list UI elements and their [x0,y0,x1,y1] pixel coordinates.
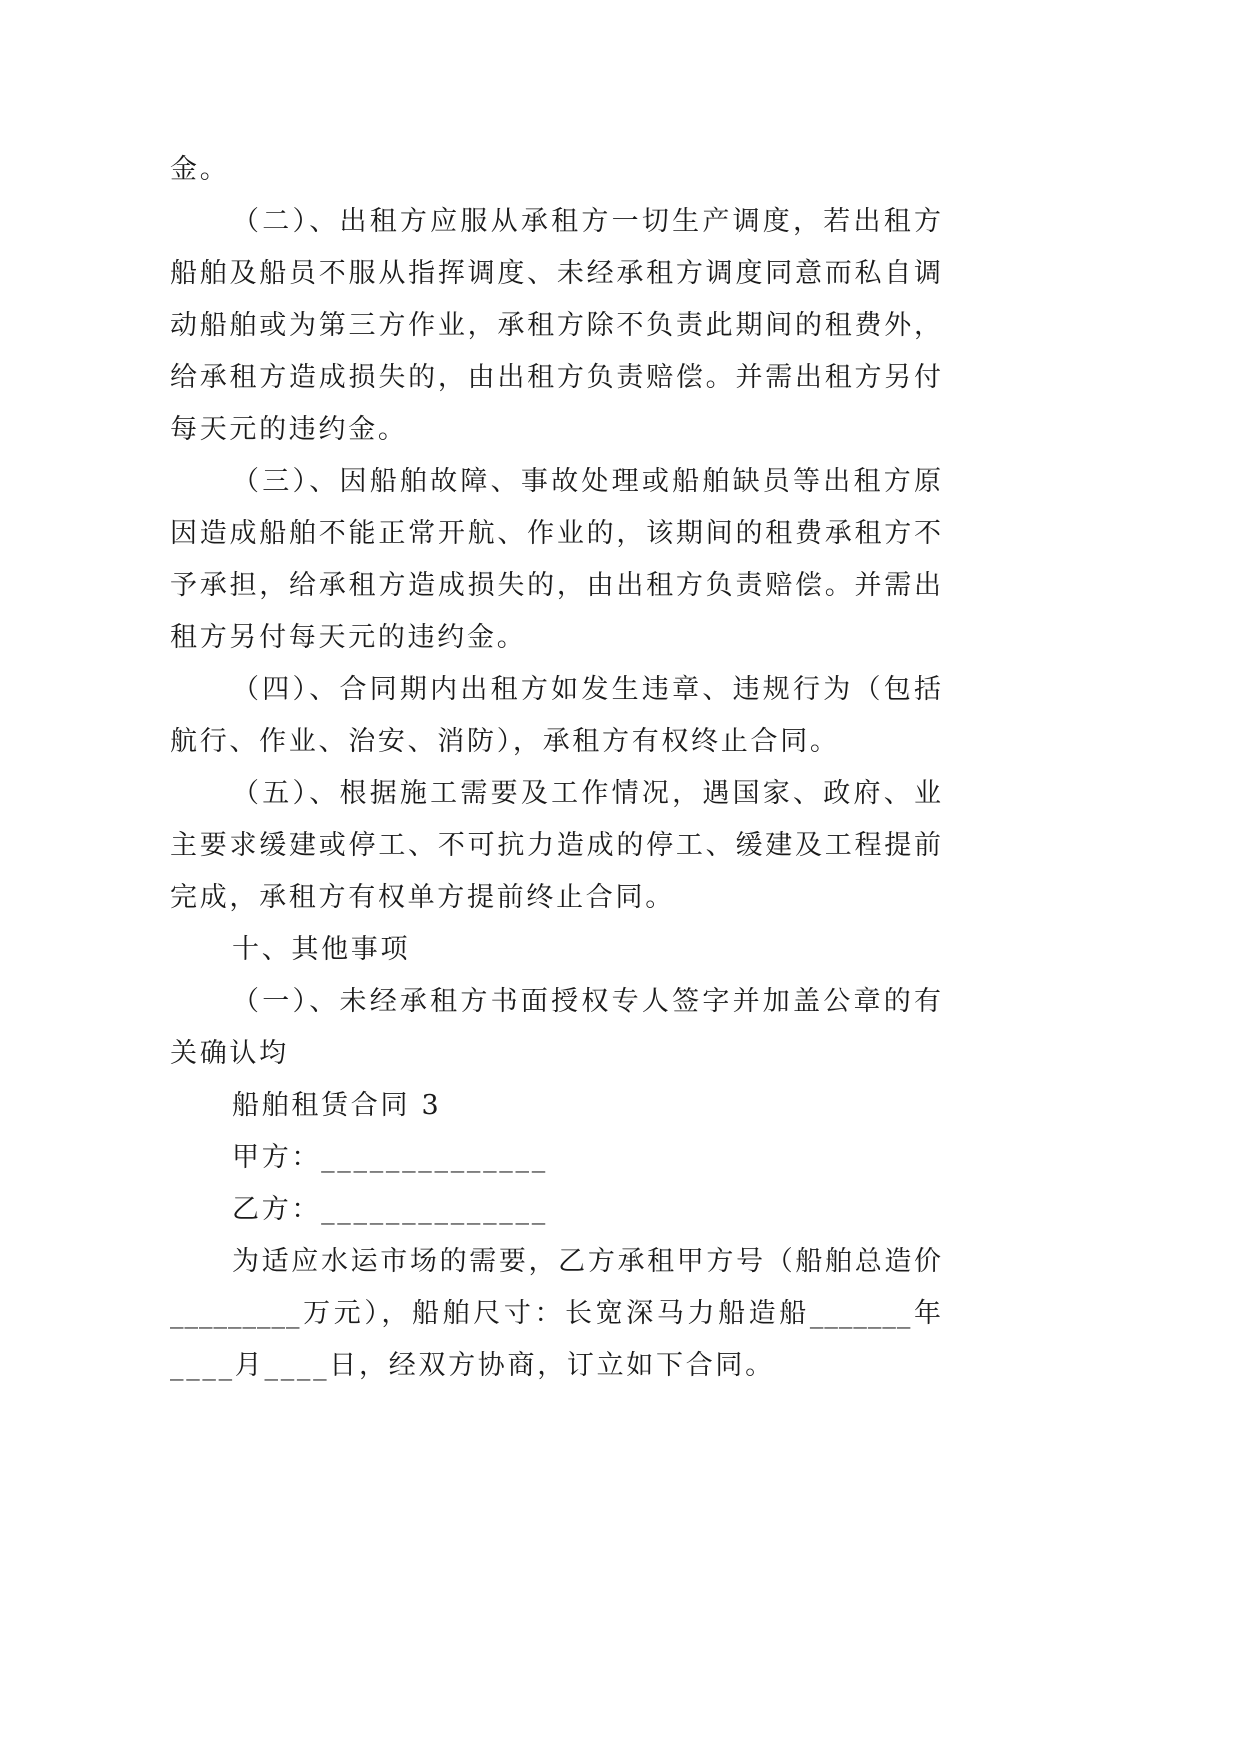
party-b-line: 乙方：______________ [232,1194,548,1225]
party-a-line: 甲方：______________ [232,1142,548,1173]
text-line: 关确认均 [170,1038,289,1069]
section-heading: 十、其他事项 [232,934,411,965]
paragraph-start-line: （四）、合同期内出租方如发生违章、违规行为（包括 [232,674,942,705]
text-line: 主要求缓建或停工、不可抗力造成的停工、缓建及工程提前 [170,830,942,861]
document-body [170,144,942,1392]
text-line: 租方另付每天元的违约金。 [170,622,527,653]
paragraph-start-line: （五）、根据施工需要及工作情况，遇国家、政府、业 [232,778,942,809]
paragraph-start-line: （三）、因船舶故障、事故处理或船舶缺员等出租方原 [232,466,942,497]
text-line: _________万元），船舶尺寸：长宽深马力船造船_______年 [170,1298,942,1329]
text-line: 完成，承租方有权单方提前终止合同。 [170,882,675,913]
paragraph-start-line: （二）、出租方应服从承租方一切生产调度，若出租方 [232,206,942,237]
paragraph-start-line: 为适应水运市场的需要，乙方承租甲方号（船舶总造价 [232,1246,942,1277]
text-line: 动船舶或为第三方作业，承租方除不负责此期间的租费外， [170,310,942,341]
text-line: 金。 [170,154,230,185]
text-line: 予承担，给承租方造成损失的，由出租方负责赔偿。并需出 [170,570,942,601]
text-line: 船舶及船员不服从指挥调度、未经承租方调度同意而私自调 [170,258,942,289]
contract-title: 船舶租赁合同 3 [232,1090,442,1121]
text-line: 每天元的违约金。 [170,414,408,445]
text-line: 航行、作业、治安、消防），承租方有权终止合同。 [170,726,840,757]
text-line: 给承租方造成损失的，由出租方负责赔偿。并需出租方另付 [170,362,942,393]
text-line: ____月____日，经双方协商，订立如下合同。 [170,1350,775,1381]
text-line: 因造成船舶不能正常开航、作业的，该期间的租费承租方不 [170,518,942,549]
paragraph-start-line: （一）、未经承租方书面授权专人签字并加盖公章的有 [232,986,942,1017]
